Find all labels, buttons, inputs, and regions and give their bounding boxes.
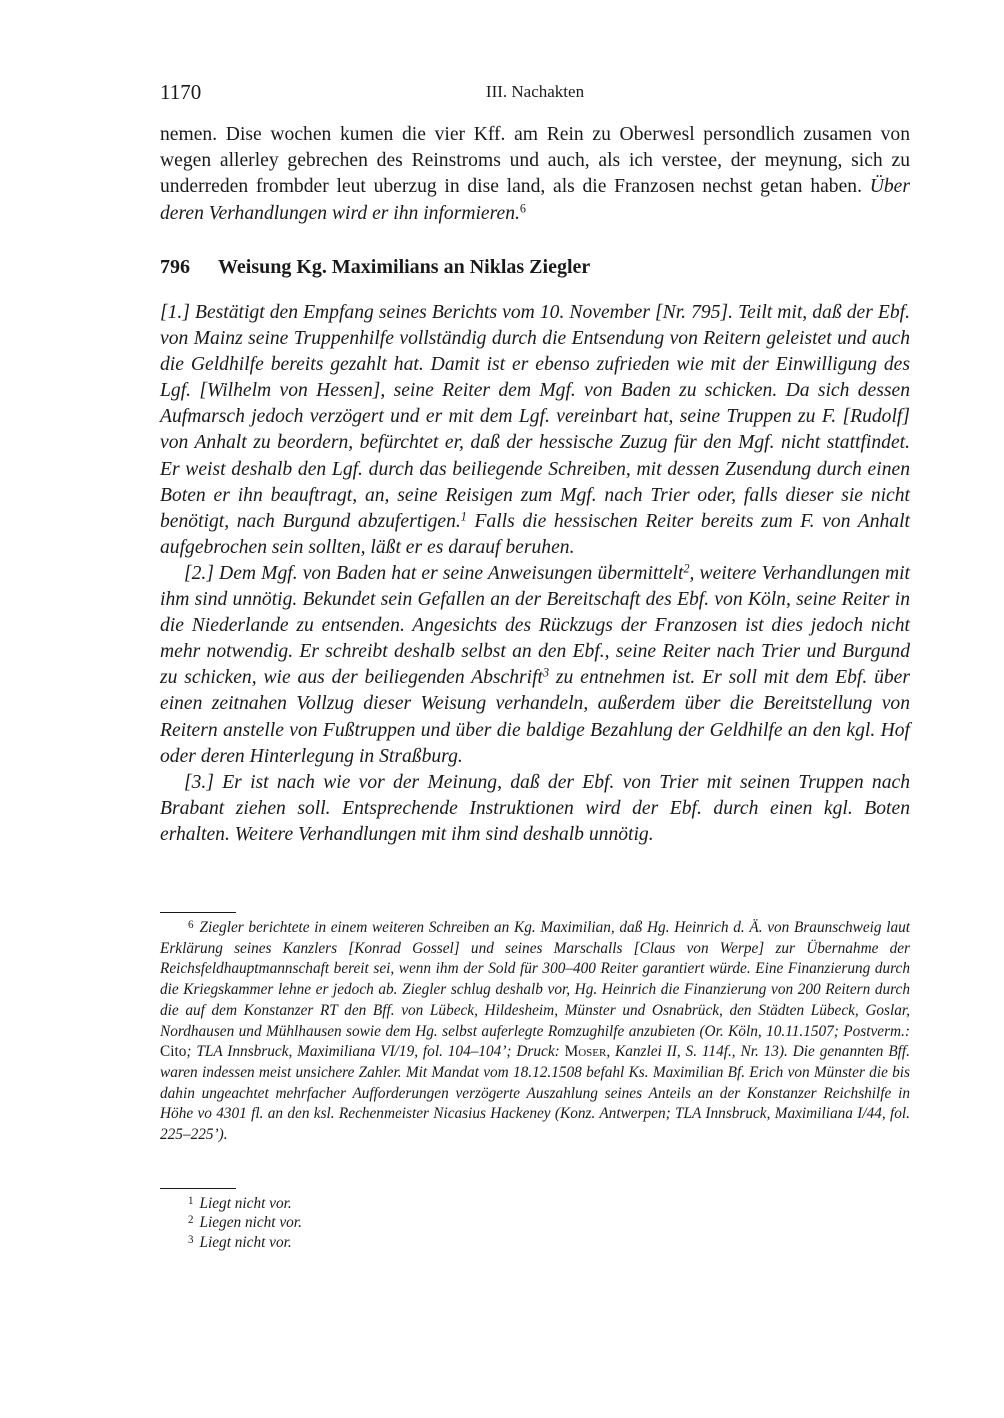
footnote-text: , Kanzlei II, S. 114f., Nr. 13). Die genannten Bff. waren indessen meist unsichere Zahler. Mit Mandat vom 18.12.1508 befahl Ks. Maximilian Bf. Erich von Münster die bis dahin ungeachtet mehrfacher Aufforderungen verzögerte Auszahlung seines Anteils an der Konstanzer Reichshilfe in Höhe vo 4301 fl. an den ksl. Rechenmeister Nicasius Hackeney (Konz. Antwerpen; TLA Innsbruck, Maximiliana I/44, fol. 225–225’). xyxy=(160,1043,910,1144)
running-title: III. Nachakten xyxy=(485,82,585,101)
regest-paragraph-1 xyxy=(160,300,910,561)
footnote-divider xyxy=(160,912,236,913)
running-head xyxy=(160,80,910,108)
footnote-3 xyxy=(160,1233,910,1252)
footnote-cito: Cito xyxy=(160,1043,187,1061)
footnote-text: ; TLA Innsbruck, Maximiliana VI/19, fol. 104–104’; Druck: xyxy=(186,1043,565,1061)
footnote-text: Ziegler berichtete in einem weiteren Schreiben an Kg. Maximilian, daß Hg. Heinrich d. Ä. von Braunschweig laut Erklärung seines Kanzlers [Konrad Gossel] und seines Marschalls [Claus von Werpe] zur Übernahme der Reichsfeldhauptmannschaft bereit sei, wenn ihm der Sold für 300–400 Reiter garantiert würde. Eine Finanzierung durch die Kriegskammer lehne er jedoch ab. Ziegler schlug deshalb vor, Hg. Heinrich die Finanzierung von 200 Reitern durch die auf dem Konstanzer RT den Bff. von Lübeck, Hildesheim, Münster und Osnabrück, den Städten Lübeck, Goslar, Nordhausen und Mühlhausen sowie dem Hg. selbst auferlegte Romzughilfe anzubieten (Or. Köln, 10.11.1507; Postverm.: xyxy=(160,919,910,1040)
regest-text: Falls die hessischen Reiter bereits zum F. von Anhalt aufgebrochen sein sollten, läßt er es darauf beruhen. xyxy=(160,510,910,558)
regest-text: [1.] Bestätigt den Empfang seines Berichts vom 10. November [Nr. 795]. Teilt mit, daß der Ebf. von Mainz seine Truppenhilfe vollständig durch die Entsendung von Reitern geleistet und auch die Geldhilfe bereits gezahlt hat. Damit ist er ebenso zufrieden wie mit der Einwilligung des Lgf. [Wilhelm von Hessen], seine Reiter dem Mgf. von Baden zu schicken. Da sich dessen Aufmarsch jedoch verzögert und er mit dem Lgf. vereinbart hat, seine Truppen zu F. [Rudolf] von Anhalt zu beordern, befürchtet er, daß der hessische Zuzug für den Mgf. nicht stattfindet. Er weist deshalb den Lgf. durch das beiliegende Schreiben, mit dessen Zusendung durch einen Boten er ihn beauftragt, an, seine Reisigen zum Mgf. nach Trier oder, falls dieser sie nicht benötigt, nach Burgund abzufertigen. xyxy=(160,302,910,532)
footnote-2 xyxy=(160,1213,910,1232)
regest-text: , weitere Verhandlungen mit ihm sind unnötig. Bekundet sein Gefallen an der Bereitschaft des Ebf. von Köln, seine Reiter in die Niederlande zu entsenden. Angesichts des Rückzugs der Franzosen ist dies jedoch nicht mehr notwendig. Er schreibt deshalb selbst an den Ebf., seine Reiter nach Trier und Burgund zu schicken, wie aus der beiliegenden Abschrift xyxy=(160,562,910,689)
continuation-text xyxy=(160,122,910,227)
regest-text: zu entnehmen ist. Er soll mit dem Ebf. über einen zeitnahen Vollzug dieser Weisung verhandeln, außerdem über die Bereitstellung von Reitern anstelle von Fußtruppen und über die baldige Bezahlung der Geldhilfe an den kgl. Hof oder deren Hinterlegung in Straßburg. xyxy=(160,667,910,767)
footnote-1 xyxy=(160,1194,910,1213)
footnote-text: Liegt nicht vor. xyxy=(199,1233,292,1251)
document-number: 796 xyxy=(160,256,190,278)
regest-paragraph-2 xyxy=(160,561,910,770)
footnote-mark: 1 xyxy=(188,1195,194,1208)
continuation-paragraph xyxy=(160,122,910,227)
footnote-mark: 2 xyxy=(188,1214,194,1227)
continuation-summary: Über deren Verhandlungen wird er ihn informieren. xyxy=(160,176,910,224)
footnote-mark: 3 xyxy=(188,1233,194,1246)
regest xyxy=(160,300,910,848)
footnote-ref-2[interactable]: 2 xyxy=(683,561,690,576)
continuation-source-text: nemen. Dise wochen kumen die vier Kff. am Rein zu Oberwesl persondlich zusamen von wegen allerley gebrechen des Reinstroms und auch, als ich verstee, der meynung, sich zu underreden frombder leut uberzug in dise land, als die Franzosen nechst getan haben. xyxy=(160,124,910,198)
regest-text: [2.] Dem Mgf. von Baden hat er seine Anweisungen übermittelt xyxy=(184,562,684,584)
footnote-author-moser: Moser xyxy=(564,1043,607,1061)
footnote-list xyxy=(160,1194,910,1252)
document-heading xyxy=(160,256,910,279)
regest-paragraph-3: [3.] Er ist nach wie vor der Meinung, daß der Ebf. von Trier mit seinen Truppen nach Brabant ziehen soll. Entsprechende Instruktionen wird der Ebf. durch einen kgl. Boten erhalten. Weitere Verhandlungen mit ihm sind deshalb unnötig. xyxy=(160,771,910,845)
footnote-ref-3[interactable]: 3 xyxy=(542,665,550,680)
page-number: 1170 xyxy=(160,80,202,104)
footnote-6 xyxy=(160,918,910,1146)
footnote-ref-6[interactable]: 6 xyxy=(519,200,526,215)
footnote-ref-1[interactable]: 1 xyxy=(460,509,467,524)
footnote-text: Liegen nicht vor. xyxy=(199,1214,302,1232)
footnote-mark: 6 xyxy=(188,919,194,932)
footnote-text: Liegt nicht vor. xyxy=(199,1195,292,1212)
document-title: Weisung Kg. Maximilians an Niklas Ziegler xyxy=(218,256,591,278)
footnote-divider xyxy=(160,1188,236,1189)
